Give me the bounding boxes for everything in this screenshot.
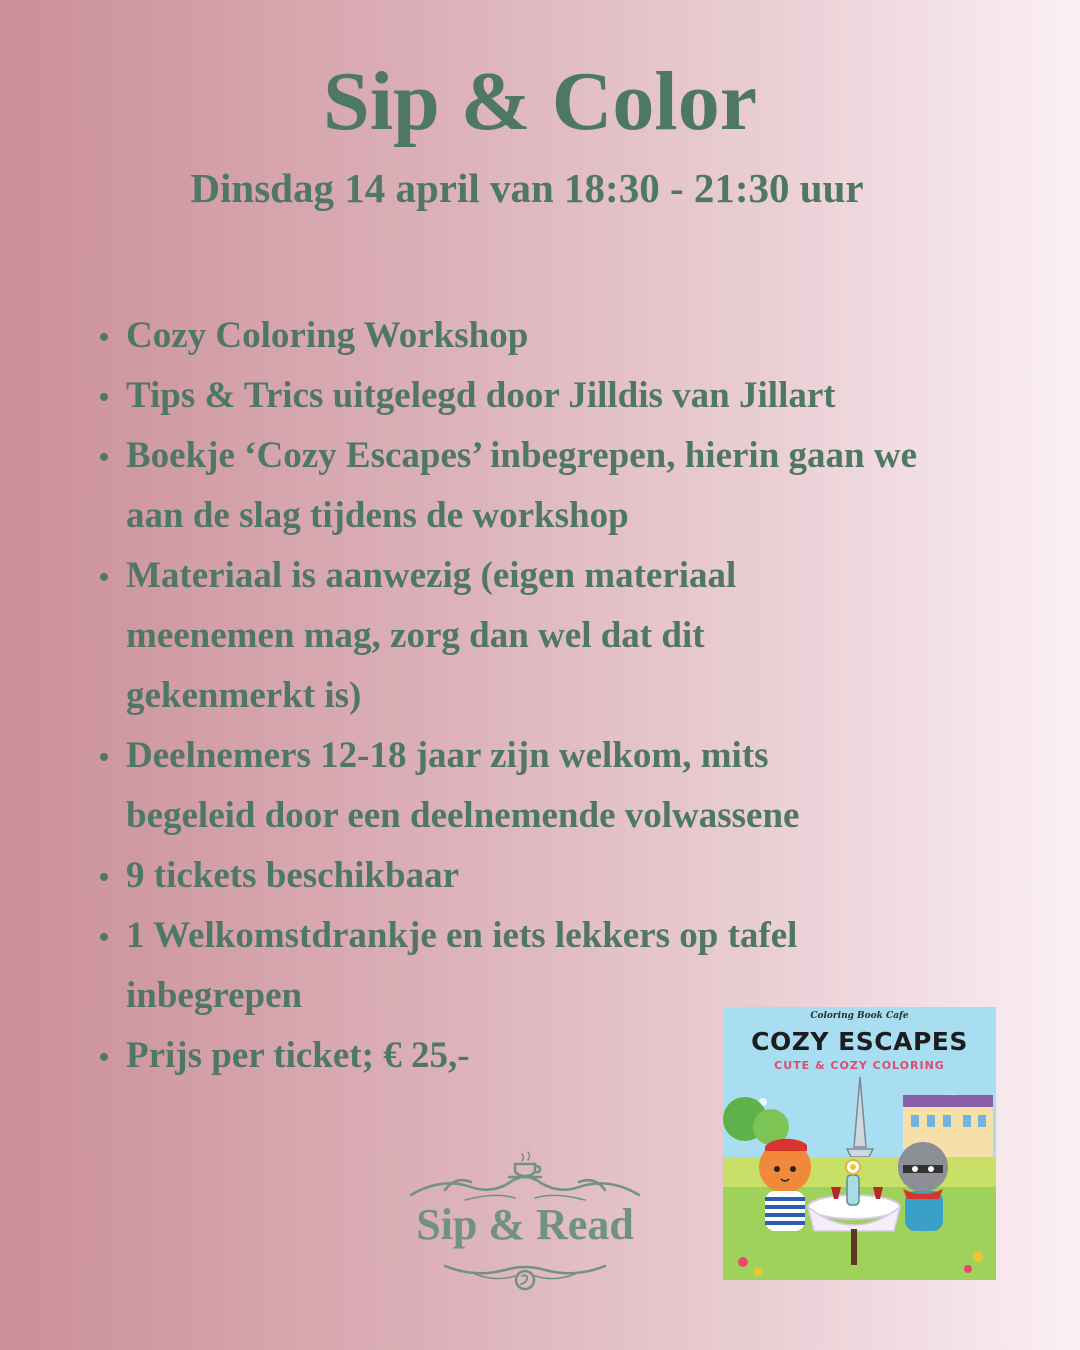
sip-and-read-logo bbox=[405, 1150, 645, 1296]
logo-text: Sip & Read bbox=[416, 1200, 634, 1249]
list-item: Prijs per ticket; € 25,- bbox=[98, 1026, 958, 1086]
list-item: 1 Welkomstdrankje en iets lekkers op tafel inbegrepen bbox=[98, 906, 886, 1026]
list-item: Deelnemers 12-18 jaar zijn welkom, mits begeleid door een deelnemende volwassene bbox=[98, 726, 886, 846]
book-title: COZY ESCAPES bbox=[751, 1027, 968, 1056]
book-cover-image bbox=[723, 1007, 996, 1280]
list-item: Tips & Trics uitgelegd door Jilldis van Jillart bbox=[98, 366, 958, 426]
list-item: Cozy Coloring Workshop bbox=[98, 306, 958, 366]
book-brand: Coloring Book Cafe bbox=[810, 1011, 909, 1021]
list-item: Materiaal is aanwezig (eigen materiaal meenemen mag, zorg dan wel dat dit gekenmerkt is) bbox=[98, 546, 806, 726]
list-item: 9 tickets beschikbaar bbox=[98, 846, 958, 906]
event-title: Sip & Color bbox=[322, 55, 758, 148]
list-item: Boekje ‘Cozy Escapes’ inbegrepen, hierin gaan we aan de slag tijdens de workshop bbox=[98, 426, 926, 546]
book-subtitle: CUTE & COZY COLORING bbox=[774, 1059, 945, 1072]
feature-list bbox=[98, 306, 958, 1086]
event-date-time: Dinsdag 14 april van 18:30 - 21:30 uur bbox=[190, 165, 864, 211]
